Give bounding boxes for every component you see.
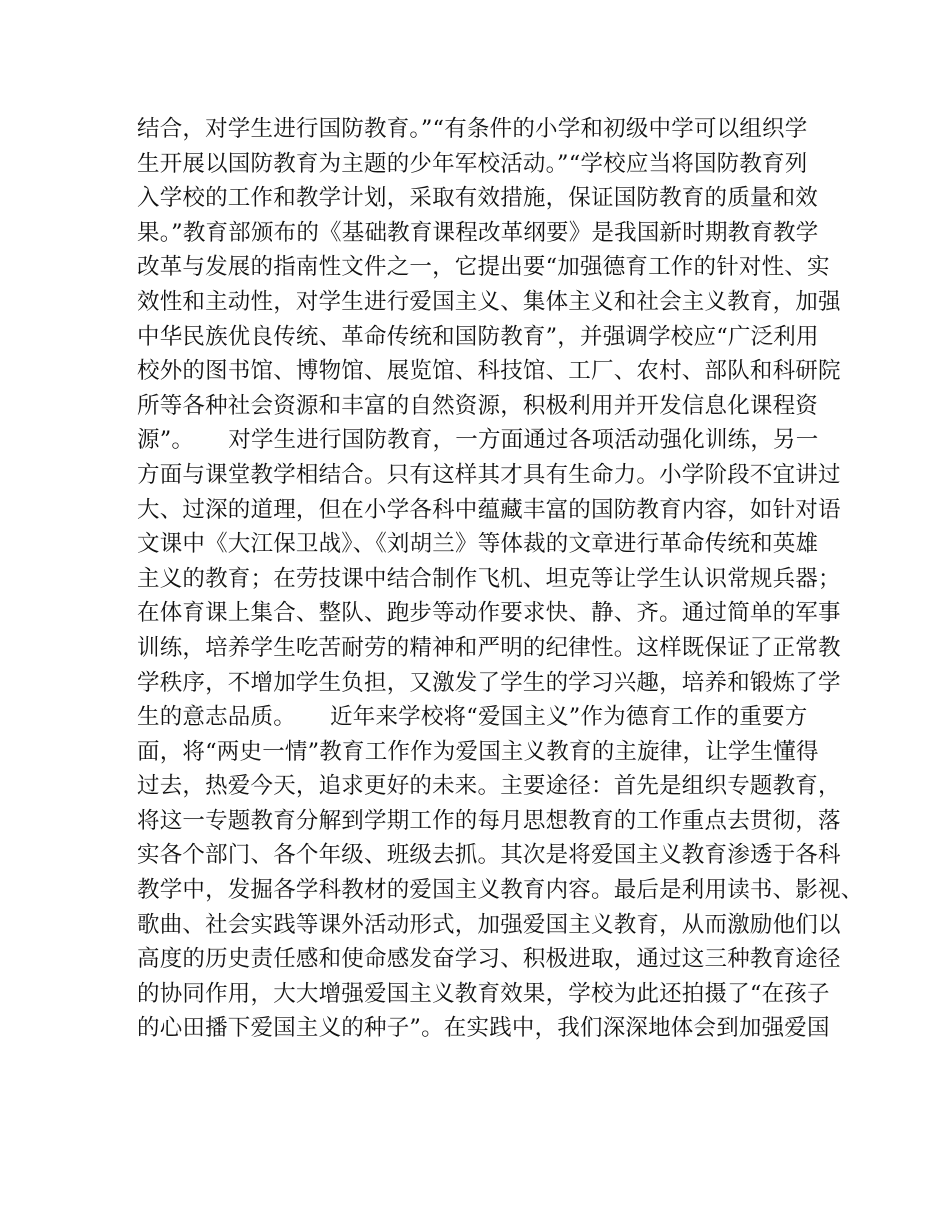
- text-line: 源”。 对学生进行国防教育，一方面通过各项活动强化训练，另一: [137, 427, 819, 454]
- text-line: 过去，热爱今天，追求更好的未来。主要途径：首先是组织专题教育，: [137, 773, 841, 800]
- text-line: 实各个部门、各个年级、班级去抓。其次是将爱国主义教育渗透于各科: [137, 842, 841, 869]
- text-line: 果。”教育部颁布的《基础教育课程改革纲要》是我国新时期教育教学: [137, 219, 819, 246]
- text-line: 的心田播下爱国主义的种子”。在实践中，我们深深地体会到加强爱国: [137, 1015, 830, 1042]
- text-line: 所等各种社会资源和丰富的自然资源，积极利用并开发信息化课程资: [137, 392, 819, 419]
- text-line: 歌曲、社会实践等课外活动形式，加强爱国主义教育，从而激励他们以: [137, 911, 841, 938]
- text-line: 入学校的工作和教学计划，采取有效措施，保证国防教育的质量和效: [137, 185, 819, 212]
- text-line: 校外的图书馆、博物馆、展览馆、科技馆、工厂、农村、部队和科研院: [137, 358, 841, 385]
- text-line: 中华民族优良传统、革命传统和国防教育”，并强调学校应“广泛利用: [137, 323, 819, 350]
- text-line: 结合，对学生进行国防教育。”“有条件的小学和初级中学可以组织学: [137, 116, 808, 142]
- text-line: 训练，培养学生吃苦耐劳的精神和严明的纪律性。这样既保证了正常教: [137, 634, 841, 661]
- text-line: 大、过深的道理，但在小学各科中蕴藏丰富的国防教育内容，如针对语: [137, 496, 841, 523]
- text-line: 生的意志品质。 近年来学校将“爱国主义”作为德育工作的重要方: [137, 704, 808, 731]
- text-line: 高度的历史责任感和使命感发奋学习、积极进取，通过这三种教育途径: [137, 946, 841, 973]
- text-line: 在体育课上集合、整队、跑步等动作要求快、静、齐。通过简单的军事: [137, 600, 841, 627]
- text-line: 主义的教育；在劳技课中结合制作飞机、坦克等让学生认识常规兵器；: [137, 565, 841, 592]
- body-text: [137, 112, 864, 1046]
- text-line: 改革与发展的指南性文件之一，它提出要“加强德育工作的针对性、实: [137, 254, 830, 281]
- text-line: 的协同作用，大大增强爱国主义教育效果，学校为此还拍摄了“在孩子: [137, 980, 830, 1007]
- text-line: 效性和主动性，对学生进行爱国主义、集体主义和社会主义教育，加强: [137, 288, 841, 315]
- text-line: 文课中《大江保卫战》、《刘胡兰》等体裁的文章进行革命传统和英雄: [137, 531, 819, 558]
- text-line: 教学中，发掘各学科教材的爱国主义教育内容。最后是利用读书、影视、: [137, 877, 864, 904]
- text-line: 生开展以国防教育为主题的少年军校活动。”“学校应当将国防教育列: [137, 150, 808, 177]
- text-line: 学秩序，不增加学生负担，又激发了学生的学习兴趣，培养和锻炼了学: [137, 669, 841, 696]
- text-line: 将这一专题教育分解到学期工作的每月思想教育的工作重点去贯彻，落: [137, 807, 841, 834]
- text-line: 方面与课堂教学相结合。只有这样其才具有生命力。小学阶段不宜讲过: [137, 461, 841, 488]
- text-line: 面，将“两史一情”教育工作作为爱国主义教育的主旋律，让学生懂得: [137, 738, 819, 765]
